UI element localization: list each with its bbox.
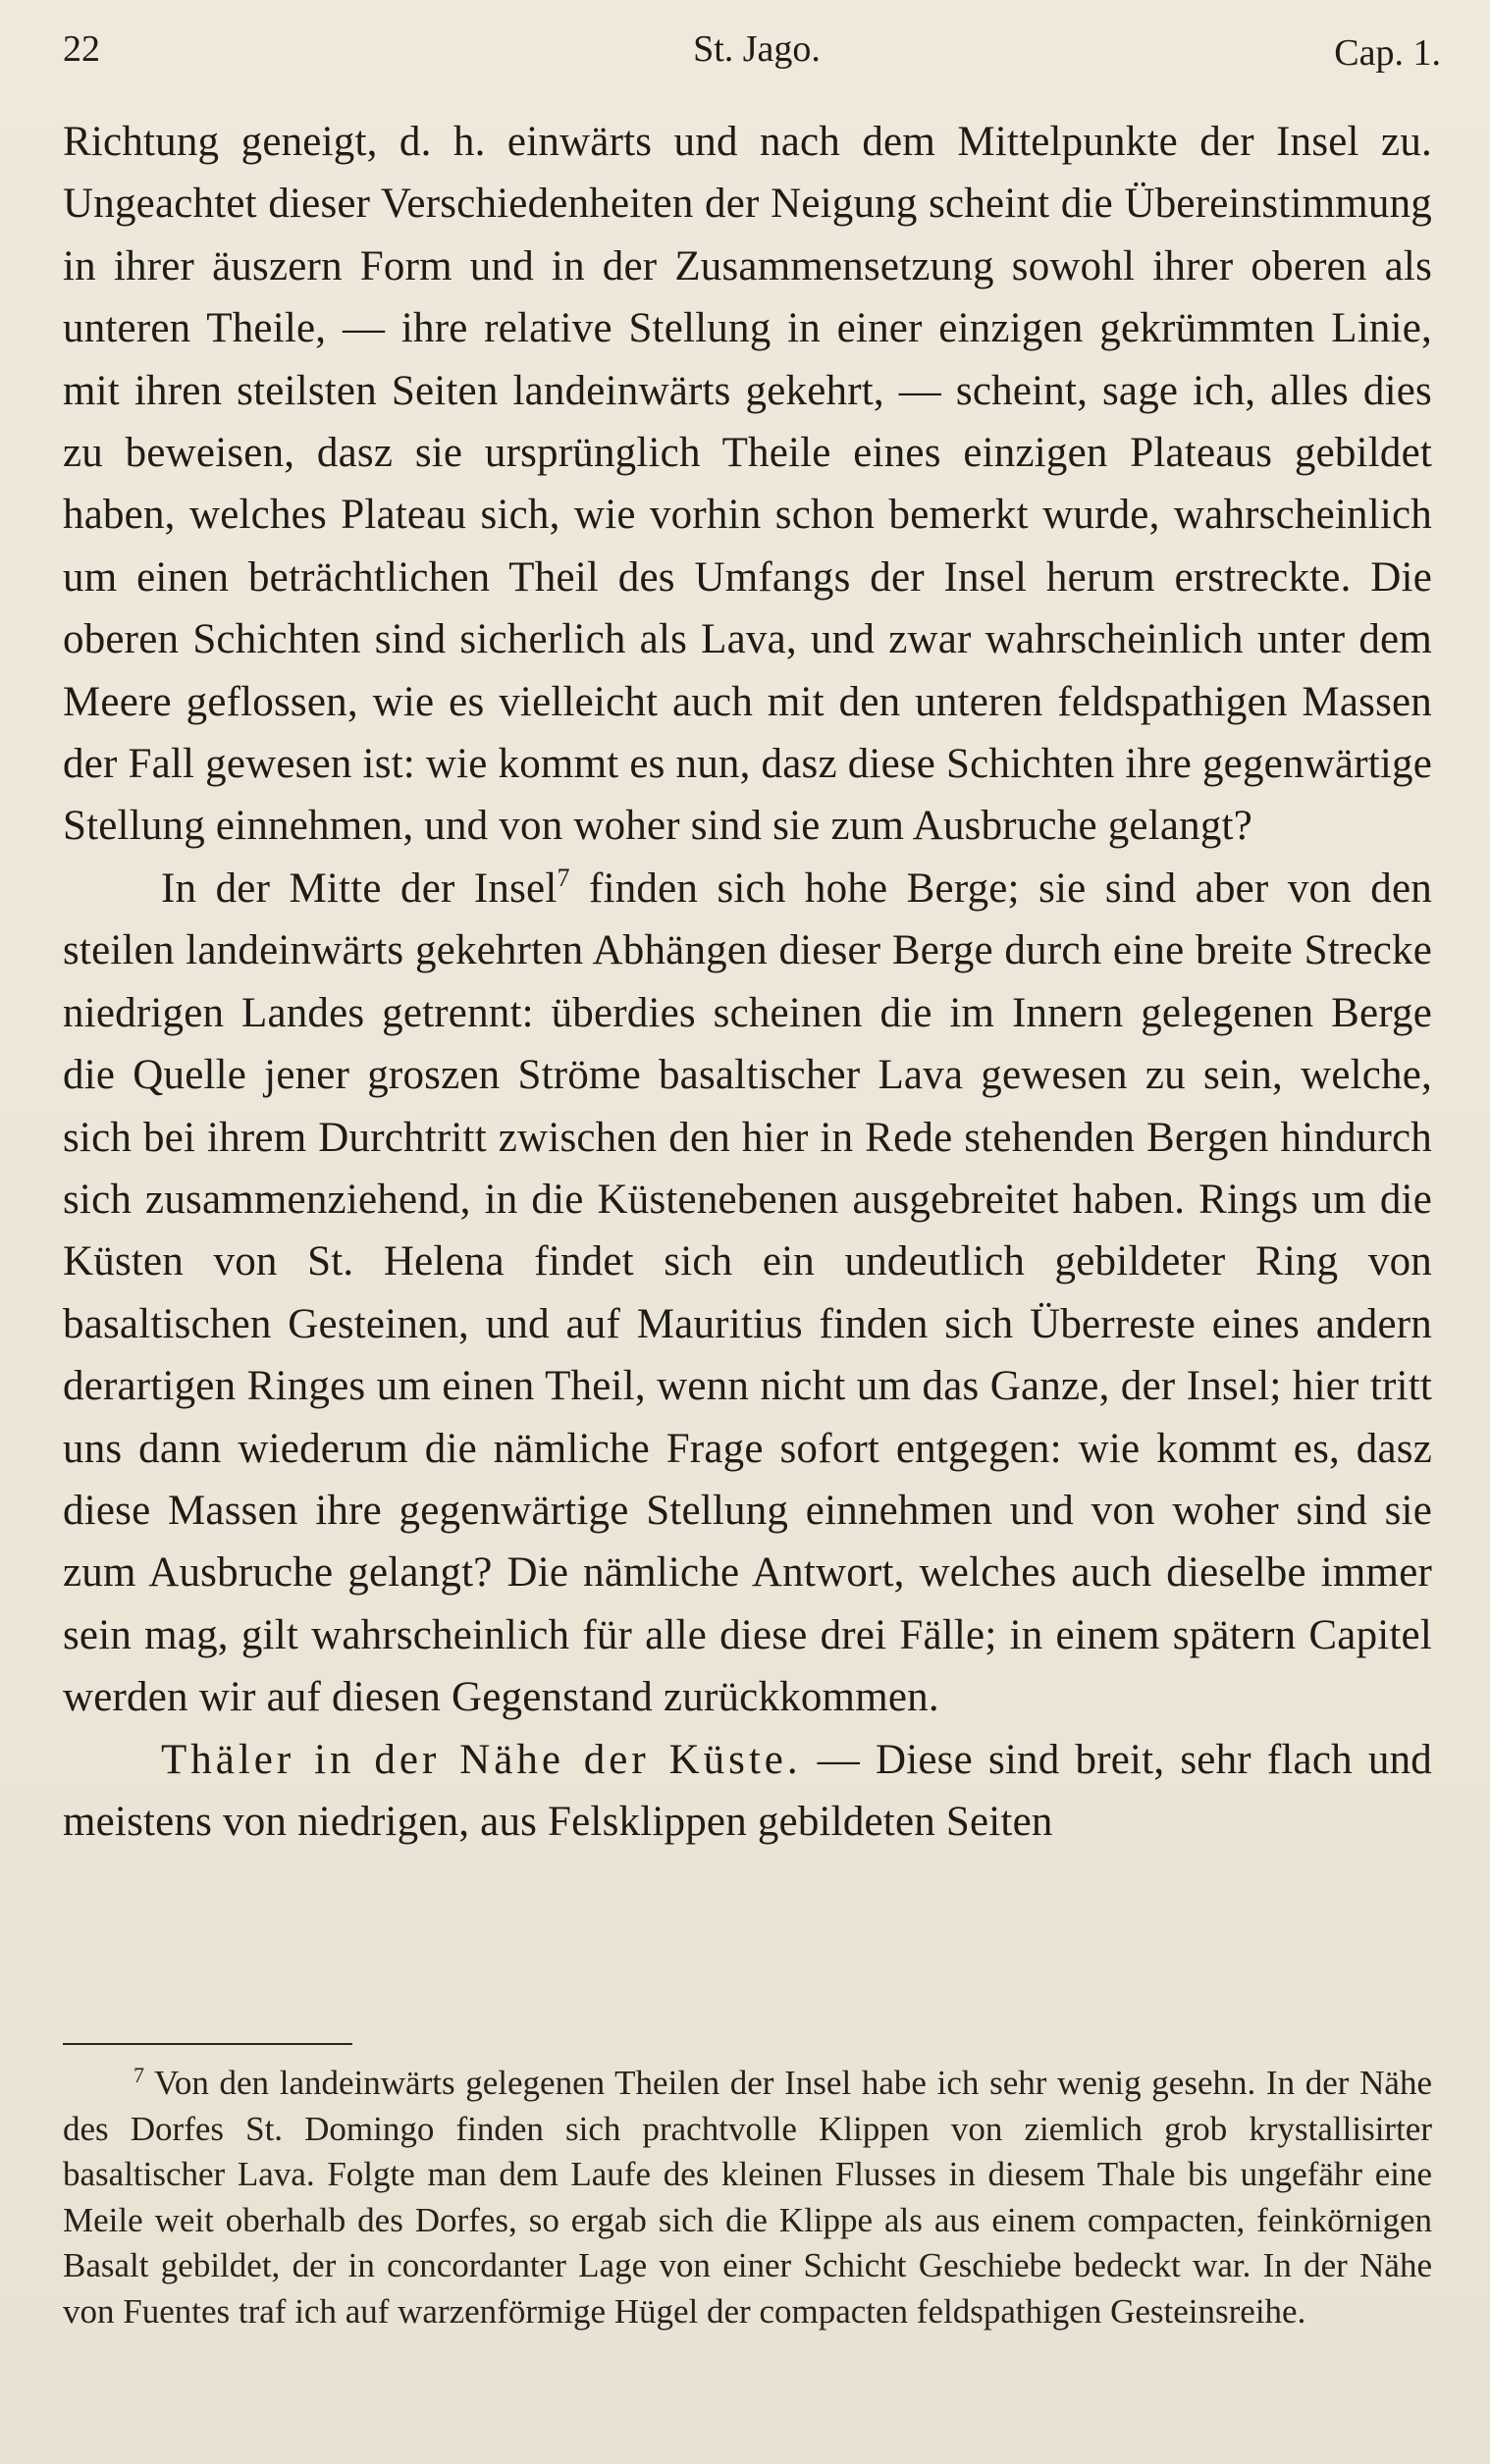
footnote-text: Von den landeinwärts gelegenen Theilen der Insel habe ich sehr wenig gesehn. In der Nähe des Dorfes St. Domingo finden sich prachtvolle Klippen von ziemlich grob krystallisirter basaltischer Lava. Folgte man dem Laufe des kleinen Flusses in diesem Thale bis ungefähr eine Meile weit oberhalb des Dorfes, so ergab sich die Klippe als aus einem compacten, feinkörnigen Basalt gebildet, der in concordanter Lage von einer Schicht Geschiebe bedeckt war. In der Nähe von Fuentes traf ich auf warzenförmige Hügel der compacten feldspathigen Gesteinsreihe.: [63, 2064, 1432, 2331]
paragraph-2: [63, 858, 1432, 1729]
page-header: [63, 27, 1451, 86]
running-title: St. Jago.: [693, 28, 821, 70]
footnote: [63, 2061, 1432, 2335]
page-number: 22: [63, 28, 100, 70]
footnote-paragraph: [63, 2061, 1432, 2335]
footnote-marker: 7: [133, 2063, 144, 2087]
footnote-divider: [63, 2043, 352, 2045]
section-heading: Thäler in der Nähe der Küste.: [161, 1736, 802, 1783]
main-text: [63, 111, 1432, 1853]
paragraph-2-rest: finden sich hohe Berge; sie sind aber von den steilen landeinwärts gekehrten Abhängen dieser Berge durch eine breite Strecke niedrigen Landes getrennt: überdies scheinen die im Innern gelegenen Berge die Quelle jener groszen Ströme basaltischer Lava gewesen zu sein, welche, sich bei ihrem Durchtritt zwischen den hier in Rede stehenden Bergen hindurch sich zusammenziehend, in die Küstenebenen ausgebreitet haben. Rings um die Küsten von St. Helena findet sich ein undeutlich gebildeter Ring von basaltischen Gesteinen, und auf Mauritius finden sich Überreste eines andern derartigen Ringes um einen Theil, wenn nicht um das Ganze, der Insel; hier tritt uns dann wiederum die nämliche Frage sofort entgegen: wie kommt es, dasz diese Massen ihre gegenwärtige Stellung einnehmen und von woher sind sie zum Ausbruche gelangt? Die nämliche Antwort, welches auch dieselbe immer sein mag, gilt wahrscheinlich für alle diese drei Fälle; in einem spätern Capitel werden wir auf diesen Gegenstand zurückkommen.: [63, 865, 1432, 1721]
paragraph-3: [63, 1729, 1432, 1854]
footnote-reference: 7: [557, 863, 570, 892]
paragraph-3-text: — Diese sind breit, sehr flach und meistens von niedrigen, aus Felsklippen gebildeten Seiten: [63, 1736, 1432, 1845]
paragraph-1: Richtung geneigt, d. h. einwärts und nach dem Mittelpunkte der Insel zu. Ungeachtet dieser Verschiedenheiten der Neigung scheint die Übereinstimmung in ihrer äuszern Form und in der Zusammensetzung sowohl ihrer oberen als unteren Theile, — ihre relative Stellung in einer einzigen gekrümmten Linie, mit ihren steilsten Seiten landeinwärts gekehrt, — scheint, sage ich, alles dies zu beweisen, dasz sie ursprünglich Theile eines einzigen Plateaus gebildet haben, welches Plateau sich, wie vorhin schon bemerkt wurde, wahrscheinlich um einen beträchtlichen Theil des Umfangs der Insel herum erstreckte. Die oberen Schichten sind sicherlich als Lava, und zwar wahrscheinlich unter dem Meere geflossen, wie es vielleicht auch mit den unteren feldspathigen Massen der Fall gewesen ist: wie kommt es nun, dasz diese Schichten ihre gegenwärtige Stellung einnehmen, und von woher sind sie zum Ausbruche gelangt?: [63, 119, 1432, 850]
chapter-label: Cap. 1.: [1334, 32, 1441, 74]
paragraph-2-start: In der Mitte der Insel: [161, 865, 558, 912]
